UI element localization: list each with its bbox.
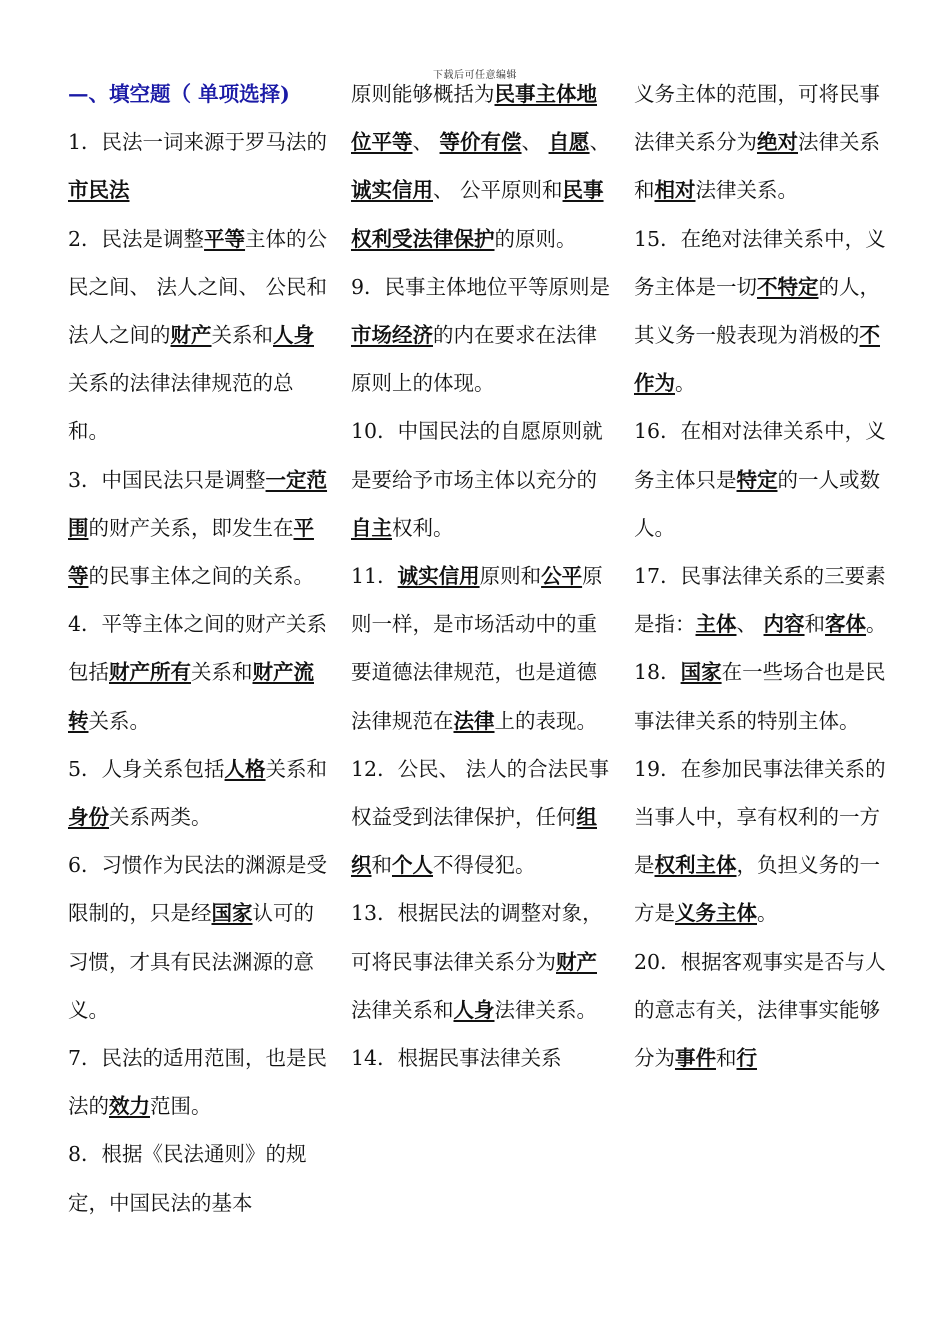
question-text: 和 (371, 853, 392, 878)
answer-blank: 个人 (392, 853, 433, 878)
question-text: 16．在相对法律关系中，义务主体只是 (634, 419, 886, 492)
question-text: 原则能够概括为 (351, 82, 495, 106)
question-item (351, 889, 616, 1034)
question-item (351, 1034, 616, 1082)
answer-blank: 行 (736, 1046, 757, 1071)
question-text: 、 (412, 130, 440, 155)
answer-blank: 不作为 (634, 323, 880, 396)
question-text: 法律关系和 (351, 997, 454, 1022)
question-item (68, 841, 333, 1034)
question-item (68, 600, 333, 745)
answer-blank: 国家 (211, 901, 253, 926)
answer-blank: 人格 (224, 756, 266, 781)
answer-blank: 平等 (68, 515, 314, 589)
question-text: 法律关系和 (634, 130, 880, 203)
question-item (68, 215, 333, 456)
answer-blank: 主体 (695, 612, 737, 637)
question-item (68, 1034, 333, 1130)
question-text: 10．中国民法的自愿原则就是要给予市场主体以充分的 (351, 419, 603, 492)
question-item (634, 745, 899, 938)
question-text: 6．习惯作为民法的渊源是受限制的，只是经 (68, 853, 328, 926)
question-text: 7．民法的适用范围，也是民法的 (68, 1046, 328, 1119)
header-note: 下载后可任意编辑 (433, 70, 517, 81)
answer-blank: 财产流转 (68, 660, 314, 733)
question-text: 不得侵犯。 (433, 853, 536, 878)
column-3 (634, 70, 899, 1082)
question-text: 13．根据民法的调整对象，可将民事法律关系分为 (351, 901, 603, 974)
question-text: 15．在绝对法律关系中，义务主体是一切 (634, 226, 886, 299)
section-heading: —、填空题（ 单项选择) (68, 82, 290, 106)
question-text: 关系的法律法律规范的总和。 (68, 371, 294, 444)
answer-blank: 事件 (675, 1046, 716, 1071)
question-text: 的内在要求在法律原则上的体现。 (351, 323, 597, 396)
question-text: 关系两类。 (109, 805, 212, 830)
question-text: 18． (634, 660, 681, 685)
question-item (351, 552, 616, 745)
question-text: 19．在参加民事法律关系的当事人中，享有权利的一方是 (634, 756, 886, 878)
question-text: 义务主体的范围，可将民事法律关系分为 (634, 82, 880, 155)
answer-blank: 法律 (453, 708, 495, 733)
answer-blank: 内容 (763, 612, 805, 637)
question-text: 原则一样，是市场活动中的重要道德法律规范，也是道德法律规范在 (351, 564, 603, 733)
answer-blank: 财产 (170, 323, 212, 348)
question-text: 主体的公民之间、 法人之间、 公民和法人之间的 (68, 226, 328, 348)
answer-blank: 市场经济 (351, 323, 433, 348)
question-text: 范围。 (150, 1094, 212, 1119)
question-item (68, 1130, 333, 1226)
question-item (351, 70, 616, 263)
question-text: 、 (589, 130, 611, 155)
question-text: 2．民法是调整 (68, 226, 205, 251)
question-text: 12．公民、 法人的合法民事权益受到法律保护，任何 (351, 756, 610, 830)
question-text: 的原则。 (494, 226, 577, 251)
question-item (351, 407, 616, 552)
answer-blank: 不特定 (757, 274, 819, 299)
question-text: 、 (521, 130, 549, 155)
question-item (634, 215, 899, 408)
question-text: 、 (736, 612, 764, 637)
answer-blank: 平等 (204, 226, 246, 251)
question-item (68, 118, 333, 214)
question-text: 的人，其义务一般表现为消极的 (634, 274, 880, 348)
answer-blank: 绝对 (757, 130, 798, 155)
answer-blank: 公平 (541, 564, 583, 589)
answer-blank: 特定 (736, 467, 778, 492)
column-2 (351, 70, 616, 1082)
question-text: 。 (675, 371, 696, 396)
question-text: 17．民事法律关系的三要素是指： (634, 564, 886, 637)
question-text: 上的表现。 (494, 708, 597, 733)
question-text: 的民事主体之间的关系。 (88, 564, 314, 589)
question-item (634, 648, 899, 744)
column-1 (68, 70, 333, 1227)
answer-blank: 民事权利受法律保护 (351, 178, 604, 251)
question-text: 法律关系。 (695, 178, 798, 203)
question-text: 8．根据《民法通则》的规定，中国民法的基本 (68, 1142, 307, 1215)
answer-blank: 人身 (453, 997, 495, 1022)
question-text: 和 (804, 612, 826, 637)
answer-blank: 组织 (351, 805, 597, 878)
question-text: 权利。 (392, 515, 454, 540)
question-text: 原则和 (479, 564, 542, 589)
answer-blank: 民事主体地位平等 (351, 82, 597, 155)
question-text: 3．中国民法只是调整 (68, 467, 266, 492)
answer-blank: 客体 (825, 612, 867, 637)
question-text: 、 公平原则和 (433, 178, 563, 203)
answer-blank: 效力 (109, 1094, 150, 1119)
answer-blank: 义务主体 (675, 901, 757, 926)
answer-blank: 等价有偿 (439, 130, 522, 155)
question-item (68, 745, 333, 841)
answer-blank: 市民法 (68, 178, 130, 203)
question-item (634, 938, 899, 1083)
question-text: 。 (757, 901, 778, 926)
answer-blank: 人身 (273, 323, 314, 348)
answer-blank: 一定范围 (68, 467, 328, 540)
question-text: 和 (716, 1046, 737, 1071)
answer-blank: 权利主体 (654, 853, 737, 878)
question-text: 关系和 (211, 323, 273, 348)
question-text: 关系和 (191, 660, 253, 685)
question-text: 20．根据客观事实是否与人的意志有关，法律事实能够分为 (634, 949, 886, 1071)
answer-blank: 财产 (556, 949, 597, 974)
question-text: 9．民事主体地位平等原则是 (351, 274, 611, 299)
question-text: 关系。 (88, 708, 150, 733)
question-text: 的财产关系，即发生在 (88, 515, 294, 540)
answer-blank: 国家 (680, 660, 722, 685)
answer-blank: 自愿 (548, 130, 590, 155)
question-text: 法律关系。 (494, 997, 597, 1022)
question-item (634, 407, 899, 552)
question-text: 1．民法一词来源于罗马法的 (68, 130, 328, 155)
question-item (634, 70, 899, 215)
question-item (634, 552, 899, 648)
answer-blank: 诚实信用 (397, 564, 480, 589)
answer-blank: 身份 (68, 805, 109, 830)
question-text: 认可的习惯，才具有民法渊源的意义。 (68, 901, 314, 1022)
question-text: 14．根据民事法律关系 (351, 1046, 562, 1071)
question-item (351, 745, 616, 890)
question-item (351, 263, 616, 408)
question-text: 的一人或数人。 (634, 467, 880, 540)
question-text: 11． (351, 564, 398, 589)
question-text: 5．人身关系包括 (68, 756, 225, 781)
question-text: 。 (866, 612, 887, 637)
answer-blank: 自主 (351, 515, 392, 540)
answer-blank: 相对 (654, 178, 696, 203)
answer-blank: 财产所有 (109, 660, 191, 685)
question-text: ，负担义务的一方是 (634, 853, 880, 926)
question-item (68, 456, 333, 601)
question-text: 关系和 (265, 756, 328, 781)
question-text: 在一些场合也是民事法律关系的特别主体。 (634, 660, 886, 733)
question-text: 4．平等主体之间的财产关系包括 (68, 612, 328, 685)
answer-blank: 诚实信用 (351, 178, 433, 203)
